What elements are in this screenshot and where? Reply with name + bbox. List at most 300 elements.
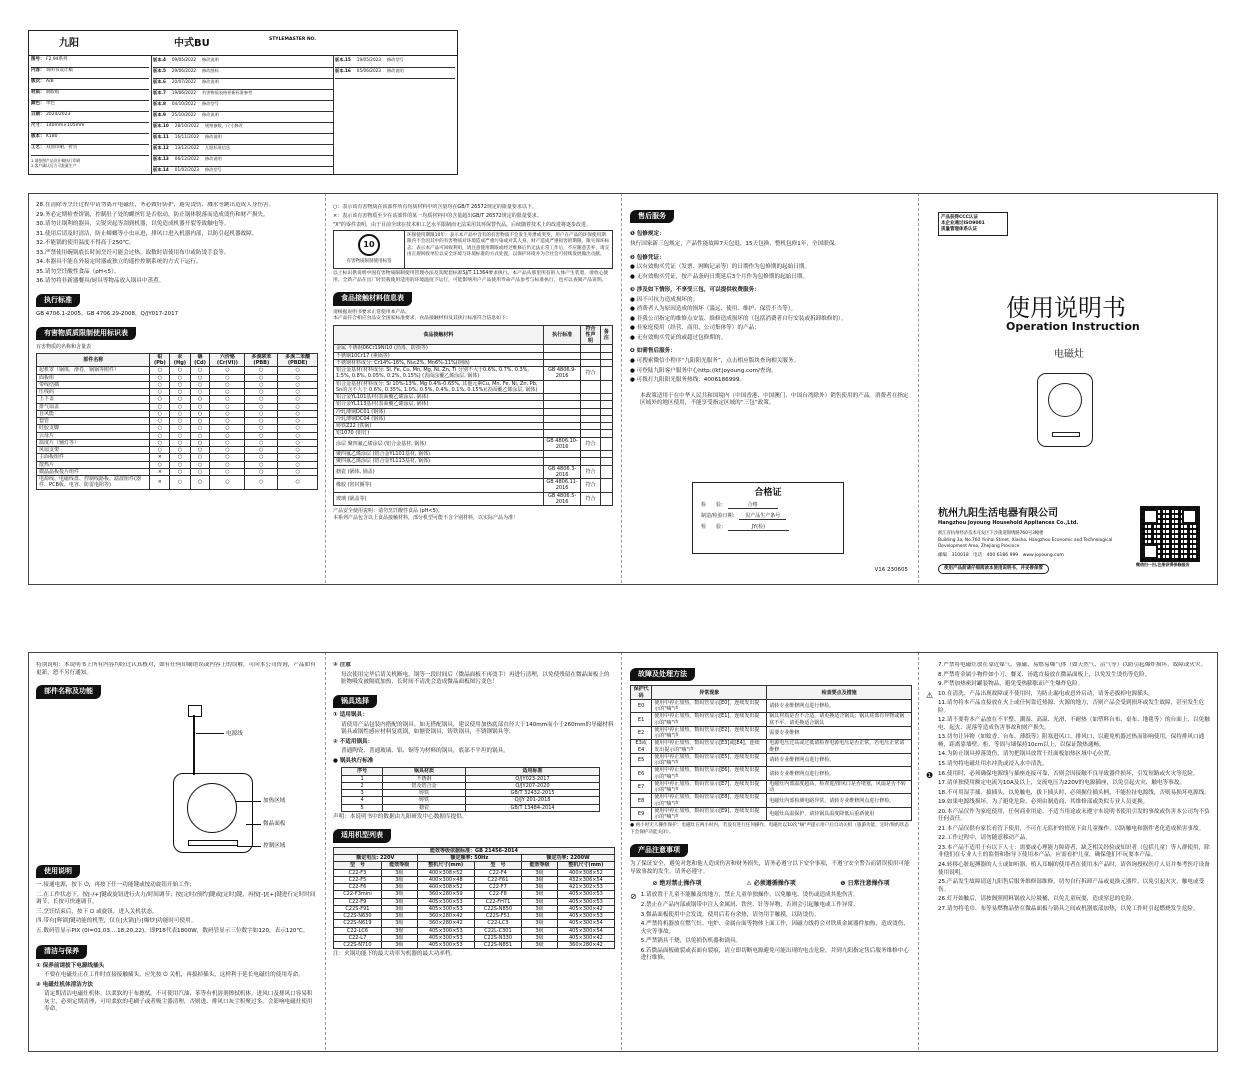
table-cell — [581, 430, 600, 437]
model-row — [334, 934, 615, 941]
spec-left-row: 颜色： 单色 — [31, 101, 149, 112]
table-cell: 铝合金基材(材料成分: Si, Fe, Cu, Mn, Mg, Ni, Zn, Ti 分别不大于0.6%, 0.7%, 0.3%, 1.5%, 0.8%, 0.05%, 0.2%, 0.15%) (表面涂覆乙烯涂层, 锅体) — [334, 367, 544, 381]
table-cell: ○ — [150, 374, 170, 381]
safety-item: 36.请勿将非新器餐具/厨具等物品放入锅具中蒸煮。 — [36, 278, 165, 285]
table-cell: 请转专业维修网点进行修检。 — [767, 767, 912, 781]
legend-forbid: ⊘ 绝对禁止操作项 — [652, 880, 702, 888]
safety-item: 7.严禁将电磁灶放在靠近煤气、强磁、易燃易爆气体（如天然气、沼气等）以防引起爆炸损坏、故障或火灾。 — [938, 662, 1207, 668]
table-cell: 3级 — [381, 869, 417, 876]
table-cell: C22S-N851 — [474, 942, 521, 949]
food-intro: 请根据说明书要求正常使用本产品。 — [333, 309, 410, 315]
hazard-row — [37, 476, 318, 490]
table-cell: ○ — [210, 447, 245, 454]
table-cell: 套管 — [37, 418, 150, 425]
safety-item: 31.使用后请及时清洁，防止蟑螂等小虫从进，排风口进入机器内部，以防引起机器故障。 — [36, 230, 258, 237]
safety-item: 25.产品发生故障请送九阳售后服务维修部维修，切勿自行拆卸产品或更换元器件，以免引起火灾，触电或受伤。 — [938, 879, 1205, 893]
table-cell: ○ — [245, 468, 278, 475]
food-row — [334, 492, 613, 506]
usage-step: 一.接通电源，按下 ⏻，再按下任一功能键或按动旋钮开始工作； — [36, 881, 196, 888]
parts-diagram — [36, 703, 318, 853]
table-cell: C22-F5 — [334, 876, 382, 883]
table-cell: ○ — [150, 439, 170, 446]
panel-cookware — [333, 662, 615, 1046]
food-row — [334, 423, 613, 430]
cover-title-cn: 使用说明书 — [1006, 294, 1126, 322]
table-cell: 请转专业维修网点进行修检。 — [767, 753, 912, 767]
food-row — [334, 359, 613, 366]
spec-left-list — [31, 57, 149, 168]
table-cell: 铸铁Z22 (铁锅) — [334, 423, 544, 430]
model-header: 型 号 — [334, 862, 382, 869]
model-row — [334, 869, 615, 876]
food-foot: 本系列产品包含以上食品接触材料，部分机型可能不含个别材料，以实际产品为准！ — [333, 514, 519, 521]
table-cell: ○ — [245, 410, 278, 417]
table-cell: 符合 — [581, 492, 600, 506]
table-cell: 铝合金基材(材料成分: Si 10%-13%, Mg 0.4%-0.65%, 其他元素Cu, Mn, Fe, Ni, Zn, Pb, Sn的含不大于 0.6%, 0.35%, 1.0%, 0.5%, 0.4%, 0.1%, 0.15%)(表面覆乙烯涂层, 锅体) — [334, 380, 544, 394]
food-row — [334, 415, 613, 422]
qr-caption: 微信扫一扫,注册获得保修服务 — [1136, 562, 1190, 567]
table-cell: ○ — [278, 476, 318, 490]
table-cell: C22-F8 — [474, 891, 521, 898]
table-cell: 405×300×53 — [417, 898, 474, 905]
panel-faults — [630, 662, 912, 1046]
table-cell: ○ — [245, 476, 278, 490]
table-cell — [600, 345, 612, 352]
safety-item: 14.为防止锅具掉落烫伤，请勿把锅具放置于灶面板加热区域中心位置。 — [938, 751, 1115, 758]
hazard-header: 镉(Cd) — [190, 353, 210, 367]
company-contact: 邮编：310018 电话：400 6186 999 www.joyoung.com — [938, 553, 1064, 558]
policy-text: 本政策适用于在中华人民共和国境内（中国香港、中国澳门、中国台湾除外）销售使用的产品。消费者在指定区域外的地区使用，不能享受指定区域的“三包”政策。 — [640, 392, 909, 407]
cookware-footnote: 声明：本说明书中的数据由九阳研发中心数据库提供。 — [333, 813, 468, 820]
table-cell: ○ — [245, 389, 278, 396]
table-cell: ○ — [170, 374, 190, 381]
hazard-subtitle: 有害物质的名称和含量表 — [36, 344, 92, 351]
table-cell: ○ — [190, 476, 210, 490]
hazard-row — [37, 432, 318, 439]
cookware-row — [342, 790, 600, 797]
table-cell: GB/T 32432-2015 — [465, 790, 600, 797]
fault-row — [631, 794, 912, 808]
table-cell: ○ — [190, 468, 210, 475]
table-cell — [600, 437, 612, 451]
spec-left-row: 版本： K180 — [31, 134, 149, 145]
fault-footnote: ● 两小时无人操作保护：电磁灶在两小时内，若没有进行任何操作，电磁灶以10次"嘀"声提示用户后自动关机（旅游功能、定时/预约状态下会保护功能关闭）。 — [630, 823, 909, 835]
hazard-row — [37, 389, 318, 396]
food-header: 食品接触材料 — [334, 325, 544, 345]
cookware-suitable-heading: ① 适用锅具： — [333, 712, 368, 719]
table-cell: ○ — [278, 389, 318, 396]
table-cell: ○ — [278, 454, 318, 461]
table-cell: ○ — [170, 468, 190, 475]
table-cell: ○ — [210, 468, 245, 475]
table-cell: 电磁灶内部温度超高，检查进/排风口是否堵塞，风扇是否不转动 — [767, 780, 912, 794]
safety-item: 27.请勿将毛巾、布等易燃物品垫在微晶面板与锅具之间或机器底部加热，以免工作时引起燃烧发生危险。 — [938, 905, 1199, 912]
safety-item: 3.微晶面板使用中会发烫，使用后若有余热，请勿用手触摸，以防烫伤。 — [640, 911, 820, 918]
table-cell: 符合 — [581, 437, 600, 451]
table-cell: 405×300×53 — [417, 905, 474, 912]
table-cell: 符合 — [581, 367, 600, 381]
table-cell: ○ — [245, 381, 278, 388]
hazard-row — [37, 425, 318, 432]
hazard-note: ○：表示该有害物质在该部件所有均质材料中的含量均在GB/T 26572规定的限量要求以下。 — [333, 204, 537, 210]
model-row — [334, 913, 615, 920]
table-cell: Q/JY207-2020 — [465, 782, 600, 789]
table-cell: Q/JY023-2017 — [465, 775, 600, 782]
table-cell — [543, 394, 581, 401]
table-cell: 432×306×54 — [557, 876, 614, 883]
table-cell — [581, 451, 600, 458]
forbid-icon: ⊘ — [630, 892, 637, 902]
table-cell: 3级 — [381, 898, 417, 905]
table-cell: ○ — [245, 454, 278, 461]
fault-row — [631, 713, 912, 727]
warning-icon: ⚠ — [926, 690, 934, 700]
table-cell — [581, 423, 600, 430]
service-item: ● 可拨打九阳阳光服务热线：4006186999。 — [630, 377, 745, 384]
table-cell: 冷轧薄钢DC04 (钢体) — [334, 415, 544, 422]
table-cell — [543, 380, 581, 394]
table-cell: ○ — [150, 410, 170, 417]
hazard-row — [37, 461, 318, 468]
safety-item: 9.严禁加热密封罐装物品，避免受热膨胀而产生爆炸危险。 — [938, 681, 1084, 688]
rated-frequency: 额定频率: 50Hz — [417, 855, 521, 862]
exclusion-item: ● 消费者人为原因造成的损坏（滥远、使用、维护、保管不当等）。 — [630, 306, 797, 313]
usage-step: 二.在工作状态下，按[-/+]键或旋钮进行火力/时间调节；按[定时/预约]键或[定时]键，再按[-]/[+]键进行定时时间调节，长按可快速调节。 — [36, 891, 316, 906]
table-cell: 搪瓷 — [383, 804, 465, 811]
exclusion-item: ● 非我公司指定的维修点安装、维修造成损坏的（包括消费者自行安装或拆卸维修的）。 — [630, 315, 847, 322]
table-cell: ○ — [170, 403, 190, 410]
fault-row — [631, 767, 912, 781]
hazard-row — [37, 367, 318, 374]
cookware-row — [342, 782, 600, 789]
safety-item: 24.转移心脏起搏器的人士或如听器，植入耳蜗的使用者在使用本产品时，请咨询授权医疗人员并参考医疗设备使用说明。 — [938, 862, 1210, 876]
table-cell: ○ — [150, 447, 170, 454]
exclusion-item: ● 无有效购买凭证的或超过包修期的。 — [630, 334, 727, 341]
table-cell: C22-F3 — [334, 869, 382, 876]
table-cell: 温度片（辅灯等） — [37, 439, 150, 446]
food-row — [334, 408, 613, 415]
table-cell: ○ — [278, 374, 318, 381]
forbid-icon: ⊘ — [652, 880, 660, 888]
table-cell: 360×280×42 — [557, 942, 614, 949]
food-foot: 产品安全使用说明：请勿烹饪酸性食品 (pH<5)。 — [333, 508, 443, 515]
food-row — [334, 458, 613, 465]
table-cell: ○ — [278, 403, 318, 410]
safety-item: 4.严禁将机器放在燃气灶、电炉、金属台面等物体上面工作，因磁力线将会对铁质金属器件加热，造成烫伤、火灾等事故。 — [640, 921, 909, 935]
table-cell: 不锈钢10Cr17 (素锅等) — [334, 352, 544, 359]
proof-text: ● 以有效购买凭证（发票、网购记录等）的日期作为包修期的起始日期。 — [630, 264, 811, 271]
table-cell — [543, 430, 581, 437]
table-cell: 排气扇盖 — [37, 403, 150, 410]
cookware-row — [342, 775, 600, 782]
model-row — [334, 920, 615, 927]
table-cell — [581, 458, 600, 465]
panel-safety-cont — [36, 202, 318, 580]
cover-title-en: Operation Instruction — [1006, 320, 1140, 333]
heating-zone-circle — [187, 783, 237, 833]
table-cell: ○ — [278, 367, 318, 374]
food-row — [334, 394, 613, 401]
table-cell: 3级 — [381, 905, 417, 912]
table-cell — [581, 394, 600, 401]
table-cell — [600, 430, 612, 437]
hazard-header: 六价铬(Cr(VI)) — [210, 353, 245, 367]
fault-row — [631, 726, 912, 740]
safety-item: 1.请放置于儿童不能触及的地方，禁止儿童单独操作，以免触电、烫伤或造成其他伤害。 — [640, 892, 859, 899]
fault-header: 异常现象 — [652, 686, 767, 700]
table-cell: C22-L7 — [334, 934, 382, 941]
table-cell: 3级 — [381, 920, 417, 927]
food-row — [334, 367, 613, 381]
table-cell: ○ — [210, 403, 245, 410]
table-cell: 1 — [342, 775, 383, 782]
panel-cover — [926, 204, 1212, 580]
table-cell: 使用中停止加热，数码管显示[E0]，连续发出提示的"嘀"声 — [652, 699, 767, 713]
table-cell: 400×300×48 — [417, 876, 474, 883]
table-cell: ○ — [278, 410, 318, 417]
table-cell: ○ — [170, 418, 190, 425]
spec-mid-row: 版本.9 25/10/2022 修改说明 — [153, 112, 333, 123]
hazard-row — [37, 454, 318, 461]
spec-mid-row: 版本.10 28/10/2022 规格参数，尺寸修改 — [153, 123, 333, 134]
proof-icon: ❷ — [630, 254, 637, 261]
exclusion-item: ● 非家庭使用（经营、商用、公司集体等）的产品； — [630, 325, 760, 332]
spec-right-row: 版本.15 19/05/2023 修改型号 — [335, 57, 455, 68]
cleaning-subheading: ② 电磁灶机体清洁方法 — [36, 981, 94, 988]
table-cell: ○ — [210, 410, 245, 417]
spec-left-row: 图号： F2.94系列 — [31, 57, 149, 68]
table-cell: ○ — [210, 454, 245, 461]
spec-left-row: 材质： 铜版纸 — [31, 90, 149, 101]
table-cell: ○ — [210, 418, 245, 425]
table-cell: Q/JY 201-2018 — [465, 797, 600, 804]
table-cell: × — [150, 476, 170, 490]
table-cell: E9 — [631, 807, 652, 821]
table-cell: ○ — [245, 367, 278, 374]
table-cell: ○ — [278, 461, 318, 468]
cooker-control-strip — [1052, 432, 1080, 437]
table-cell: 铝及铝合金 — [383, 782, 465, 789]
table-cell: ○ — [170, 461, 190, 468]
model-table — [333, 847, 615, 950]
table-cell: ○ — [245, 396, 278, 403]
table-cell: 3级 — [522, 898, 558, 905]
food-row — [334, 437, 613, 451]
safety-item: 2.禁止在产品内部或锅带中注入金属屑、铁丝、针等异物，否则会引起触电或工作异常。 — [640, 901, 859, 908]
safety-item: 13.切勿让异物（如蚊香、台布、薄纸等）阻塞进风口、排风口，以避免机器过热而影响使用，保持排风口通畅，距离靠墙壁、柜、等固与墙保持10cm以上，以保证散热通畅。 — [938, 734, 1205, 748]
cover-product: 电磁灶 — [1054, 349, 1084, 360]
food-row — [334, 479, 613, 493]
cookware-header: 适用标准 — [465, 768, 600, 775]
table-cell: C22S-F51 — [474, 913, 521, 920]
table-cell: ○ — [210, 432, 245, 439]
epup-label-cell — [334, 231, 405, 268]
table-cell: 405×300×42 — [557, 934, 614, 941]
table-cell: 符合 — [581, 479, 600, 493]
hazard-header: 部件名称 — [37, 353, 150, 367]
table-cell: C22L-C301 — [474, 927, 521, 934]
hazard-row — [37, 396, 318, 403]
qr-code-icon[interactable] — [1140, 506, 1200, 562]
table-cell: ○ — [150, 418, 170, 425]
table-cell: ○ — [245, 403, 278, 410]
table-cell: 400×308×52 — [557, 869, 614, 876]
cookware-standard-table — [341, 767, 600, 812]
cleaning-text: 请定期清洁电磁灶机体。以柔软的干布擦拭。不可使用汽油、苯等有机溶剂擦拭机体。进风口及排风口容易积灰尘，必须定期清理，可用柔软的毛刷子或者吸尘器清理，否则进、排风口灰尘积聚过多，会影响电磁灶使用寿命。 — [44, 991, 313, 1013]
safety-intro: 为了保证安全，避免对您和他人造成伤害和财务损失，请务必遵守以下安全事项，不遵守安全警告而错误使用可能导致事故的发生，请务必遵守。 — [630, 861, 910, 875]
table-cell — [543, 415, 581, 422]
safety-item: 10.在清洗、产品出现故障或不使用时，为防止漏电或意外启动，请务必拔掉电源插头。 — [938, 690, 1154, 697]
note-text: 每次使用完毕后请关机断电。锅等一段时间后（微晶面板不再烫手）再进行清理，以免使残留在微晶面板上的脏物吸发被隔底加热，长时间不清洗会造成微晶面板图污变色！ — [341, 671, 610, 686]
safety-item: 33.严禁使用碗锅底长时间烹饪可能会过热，取数时请使用布巾或防烫手套等。 — [36, 249, 230, 256]
spec-lang: 中式BU — [174, 38, 210, 49]
safety-item: 18.不可用湿手插、拔插头，以免触电，拔下插头时，必须握住插头柄，不能拉扯电源线，否则易损坏电源线。 — [938, 789, 1210, 796]
cookware-header: 序号 — [342, 768, 383, 775]
hazard-row — [37, 468, 318, 475]
food-heading: 食品接触材料信息表 — [333, 292, 412, 305]
table-cell: 3级 — [522, 884, 558, 891]
table-cell: 聚四氟乙烯涂层 (铝合金YL113基材, 锅体) — [334, 458, 544, 465]
version-code: V16 230605 — [874, 566, 908, 573]
table-cell: GB/T 13484-2014 — [465, 804, 600, 811]
table-cell: 锅具材质是否不合适，请更换适合锅具；锅具底部有异物或锅底不平，请更换适合锅具 — [767, 713, 912, 727]
table-cell: 电磁灶高温保护，请待锅具温度降低后重新使用 — [767, 807, 912, 821]
table-cell: 使用中停止加热，数码管显示[E9]，连续发出提示的"嘀"声 — [652, 807, 767, 821]
table-cell: 请转专业维修网点进行修检。 — [767, 699, 912, 713]
spec-brand: 九阳 — [59, 38, 79, 49]
table-cell: 面板组 — [37, 374, 150, 381]
table-cell: 3级 — [381, 934, 417, 941]
epup-label: 有害物质限制使用标签 — [346, 259, 392, 265]
table-cell: 3级 — [381, 884, 417, 891]
table-cell: 3级 — [381, 927, 417, 934]
food-row — [334, 352, 613, 359]
cooker-coil-icon — [1048, 383, 1082, 417]
hazard-note: ×：表示该有害物质至少在该部件的某一均质材料中的含量超出GB/T 26572规定的限量要求。 — [333, 212, 542, 219]
fault-header: 保护代码 — [631, 686, 652, 700]
table-cell: ○ — [278, 418, 318, 425]
spec-mid-row: 版本.12 13/12/2022 九阳标准信息 — [153, 145, 333, 156]
table-cell: ○ — [245, 439, 278, 446]
table-cell: ○ — [190, 454, 210, 461]
special-notice: 特别说明：本说明书上所有内容均经过认真核对，如有任何印刷错误或内容上的误解，可向本公司咨询，产品如有更新，恕不另行通知。 — [36, 662, 316, 676]
table-cell: C22S-N619 — [334, 920, 382, 927]
safety-item: 16.使用时，必须确保电源线与插座连接可靠，否则会因接触不良导致器件损坏，引发短路或火灾等危险。 — [938, 770, 1199, 777]
table-cell: 360×280×42 — [417, 913, 474, 920]
table-cell: ○ — [245, 432, 278, 439]
cookware-unsuitable-text: 普通陶瓷、普通玻璃、铝、铜等为材料的锅具，底部不平坦的锅具。 — [341, 748, 509, 755]
spec-card — [28, 30, 458, 175]
table-cell: C22S-N630 — [334, 913, 382, 920]
table-cell — [581, 352, 600, 359]
table-cell: E1 — [631, 713, 652, 727]
table-cell: ○ — [170, 425, 190, 432]
table-cell: ○ — [245, 461, 278, 468]
table-cell: 405×300×53 — [557, 913, 614, 920]
safety-list — [36, 202, 318, 286]
company-name-en: Hangzhou Joyoung Household Appliances Co.,Ltd. — [938, 520, 1079, 526]
spec-mid-row: 版本.8 04/10/2022 修改型号 — [153, 101, 333, 112]
table-cell: ○ — [170, 410, 190, 417]
safety-item: 17.请单独使用额定电流为10A及以上，交流电压为220V的电源插座，以免引起火灾、触电等事故。 — [938, 780, 1185, 787]
spec-mid-row: 版本.4 09/05/2022 修改说明 — [153, 57, 333, 68]
table-cell: GB 4806.5-2016 — [543, 492, 581, 506]
safety-item: 29.务必定期检查饼锅，控制肚子处的螺丝钉是否松动，防止锅体脱落而造成烫伤和财产损失。 — [36, 211, 269, 218]
table-cell: 360×280×42 — [417, 920, 474, 927]
service-item: ● 可登陆九阳客户服务中心http://kf.joyoung.com/查询。 — [630, 367, 777, 374]
table-cell: ○ — [278, 425, 318, 432]
exclusion-icon: ❸ — [630, 287, 637, 294]
table-cell: 400×308×52 — [417, 884, 474, 891]
model-header: 整机尺寸(mm) — [557, 862, 614, 869]
epup-text: 环保使用期限10年：表示本产品中含有的有害物质不会发生外泄或突变，用户在产品的环保使用期限内不会因其中的有害物质对环境造成严重污染或对其人身、财产造成严重损害的期限。限失保环标志：表示本产品可回收利用，请注意使用期限或经过维修后仍无法正常工作后，不应随意丢弃，请交由正规回收单位以安全环境与环境标准的方式处置，以保护环境并为合社会可持续发展做出贡献。 — [407, 233, 610, 257]
table-cell: 3级 — [381, 876, 417, 883]
safety-item: 19.如果电源线损坏，为了避免危险，必须由制造商、其维修部或类似专业人员更换。 — [938, 799, 1149, 806]
table-cell — [600, 423, 612, 430]
table-cell: ○ — [170, 439, 190, 446]
warranty-text: 执行国家新三包规定，产品性能故障7天包退，15天包换，整机包修1年，全国联保。 — [630, 240, 841, 247]
after-sales-heading: 售后服务 — [630, 210, 674, 223]
table-cell: 3级 — [381, 913, 417, 920]
table-cell: ○ — [210, 439, 245, 446]
spec-right-row: 版本.16 05/06/2023 修改说明 — [335, 68, 455, 79]
table-cell: 421×302×53 — [557, 884, 614, 891]
spec-mid-row: 版本.7 19/06/2022 有害物质表格更新标准参考 — [153, 90, 333, 101]
table-cell: ○ — [245, 374, 278, 381]
model-row — [334, 898, 615, 905]
table-cell: ○ — [190, 389, 210, 396]
food-header: 符合性声明 — [581, 325, 600, 345]
company-name-cn: 杭州九阳生活电器有限公司 — [938, 508, 1058, 519]
warning-icon: ⚠ — [746, 880, 754, 888]
table-cell: 405×300×53 — [557, 898, 614, 905]
table-cell — [543, 401, 581, 408]
safety-item: 21.本产品仅供有家长看管下使用，不可在无监护的情况下由儿童操作，以防触电和器件老化造成损害事故。 — [938, 825, 1205, 832]
table-cell: 橡胶 (密封圈等) — [334, 479, 544, 493]
table-cell: 使用中停止加热，数码管显示[E5]，连续发出提示的"嘀"声 — [652, 753, 767, 767]
table-cell: C22-F6 — [334, 884, 382, 891]
table-cell: 涂层 聚四氟乙烯涂层 (铝合金基材, 锅体) — [334, 437, 544, 451]
safety-item: 34.本器具不能在外接定时器或独立的遥控控制系统的方式下运行。 — [36, 259, 202, 266]
table-cell: 3级 — [522, 942, 558, 949]
table-cell — [600, 408, 612, 415]
table-cell: × — [150, 468, 170, 475]
safety-item: 35.请勿烹饪酸性食品（pH<5）。 — [36, 268, 120, 275]
control-panel-strip — [188, 840, 238, 846]
table-cell: ○ — [190, 425, 210, 432]
table-cell: ○ — [210, 381, 245, 388]
table-cell: ○ — [190, 381, 210, 388]
power-plug-icon — [188, 705, 202, 717]
hazard-header: 多溴二苯醚(PBDE) — [278, 353, 318, 367]
table-cell: 压线码 — [37, 389, 150, 396]
warranty-heading: ❶ 包修规定： — [630, 231, 665, 238]
table-cell: C22S-N330 — [474, 934, 521, 941]
table-cell — [600, 458, 612, 465]
cookware-header: 锅具材质 — [383, 768, 465, 775]
table-cell: 铝合金YL101基材(表面覆乙烯涂层, 锅体) — [334, 394, 544, 401]
safety-item: 8.严禁将金属小物件如小刀、餐叉、汤匙直接放在微晶面板上，以免发生烫伤等危险。 — [938, 671, 1151, 678]
safety-legend — [630, 880, 912, 888]
safety-item: 28.在清除等烹饪过程中请勿离开电磁灶，务必做好防护，避免烫伤、溅水等跳出造成人身伤害。 — [36, 202, 275, 208]
company-address-en: Building 3a, No.760 Yinhai Street, Xiasha, Hangzhou Economic and Technological Development Area, Zhejiang Province — [938, 538, 1113, 549]
table-cell: ○ — [150, 367, 170, 374]
spec-left-row: 日期： 2024/2023 — [31, 112, 149, 123]
epup-icon: 10 — [358, 234, 380, 256]
table-cell: 铝合金YL113基材(表面覆乙烯涂层, 锅体) — [334, 401, 544, 408]
usage-step: 五.数码管显示PIX (0l=01,03....18,20,22)，即P18代表1800W，数码管显示三位数字如120，表示120℃。 — [36, 927, 309, 934]
table-cell: 风扇支架 — [37, 447, 150, 454]
